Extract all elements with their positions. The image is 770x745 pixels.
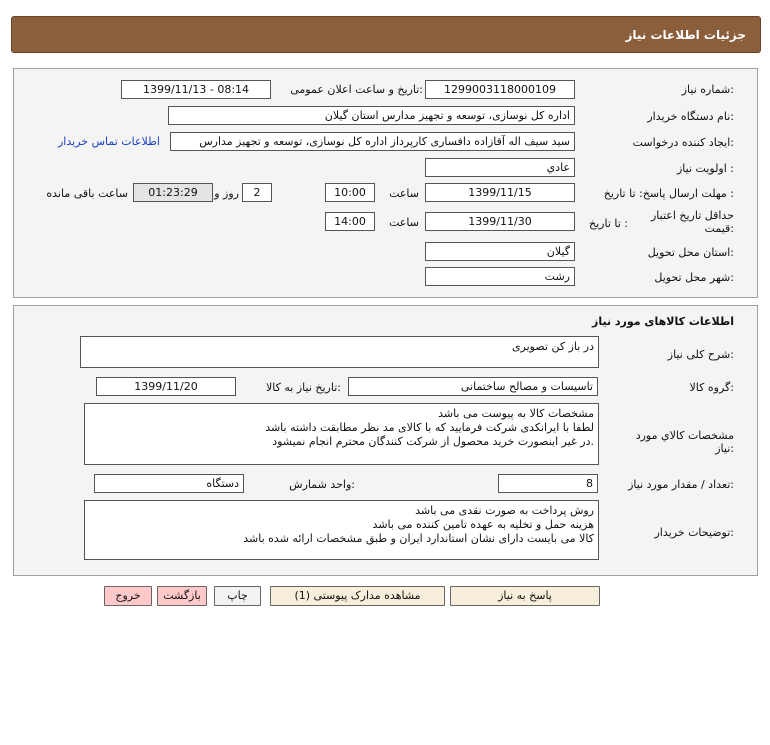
priority-label: اولویت نیاز : <box>676 162 734 175</box>
need-number-field: 1299003118000109 <box>425 80 575 99</box>
announce-date-label: تاریخ و ساعت اعلان عمومی: <box>290 83 423 96</box>
buyer-label: نام دستگاه خریدار: <box>647 110 734 123</box>
quantity-field: 8 <box>498 474 598 493</box>
days-label: روز و <box>214 187 239 200</box>
buyer-contact-link[interactable]: اطلاعات تماس خریدار <box>58 135 160 148</box>
goods-section-title: اطلاعات کالاهای مورد نیاز <box>592 315 734 328</box>
reply-button[interactable]: پاسخ به نیاز <box>450 586 600 606</box>
province-label: استان محل تحویل: <box>647 246 734 259</box>
deadline-label: مهلت ارسال پاسخ: تا تاریخ : <box>603 187 734 200</box>
need-number-label: شماره نیاز: <box>681 83 734 96</box>
validity-label: حداقل تاریخ اعتبار قیمت: <box>650 209 734 235</box>
attachments-button[interactable]: مشاهده مدارک پیوستی (1) <box>270 586 445 606</box>
province-field: گیلان <box>425 242 575 261</box>
print-button[interactable]: چاپ <box>214 586 261 606</box>
buyer-notes-field: روش پرداخت به صورت نقدی می باشد هزینه حمل و تخلیه به عهده تامین کننده می باشد کالا می بایست دارای نشان استاندارد ایران و طبق مشخصات ارائه شده باشد <box>84 500 599 560</box>
description-label: شرح کلی نیاز: <box>667 348 734 361</box>
announce-date-field: 1399/11/13 - 08:14 <box>121 80 271 99</box>
priority-field: عادي <box>425 158 575 177</box>
buyer-field: اداره کل نوسازی، توسعه و تجهیز مدارس استان گیلان <box>168 106 575 125</box>
creator-label: ایجاد کننده درخواست: <box>632 136 734 149</box>
specs-label: مشخصات کالاي مورد نياز: <box>635 429 734 455</box>
remaining-label: ساعت باقی مانده <box>46 187 128 200</box>
need-info-panel <box>13 68 758 298</box>
page-title: جزئیات اطلاعات نیاز <box>625 28 746 42</box>
city-field: رشت <box>425 267 575 286</box>
validity-to-label: تا تاریخ : <box>589 217 628 230</box>
specs-field: مشخصات کالا به پیوست می باشد لطفا با ایرانکدی شرکت فرمایید که با کالای مد نظر مطابقت داشته باشد در غیر اینصورت خرید محصول از شرکت کنندگان محترم انجام نمیشود. <box>84 403 599 465</box>
exit-button[interactable]: خروج <box>104 586 152 606</box>
goods-group-label: گروه کالا: <box>689 381 734 394</box>
days-remaining-field: 2 <box>242 183 272 202</box>
need-date-label: تاریخ نیاز به کالا: <box>266 381 341 394</box>
deadline-date-field: 1399/11/15 <box>425 183 575 202</box>
page-header <box>11 16 761 53</box>
city-label: شهر محل تحویل: <box>654 271 734 284</box>
validity-time-field: 14:00 <box>325 212 375 231</box>
quantity-label: تعداد / مقدار مورد نیاز: <box>628 478 734 491</box>
remaining-time-field: 01:23:29 <box>133 183 213 202</box>
buyer-notes-label: توضیحات خریدار: <box>654 526 734 539</box>
goods-group-field: تاسیسات و مصالح ساختمانی <box>348 377 598 396</box>
need-date-field: 1399/11/20 <box>96 377 236 396</box>
back-button[interactable]: بازگشت <box>157 586 207 606</box>
unit-field: دستگاه <box>94 474 244 493</box>
description-field: در باز کن تصویری <box>80 336 599 368</box>
deadline-time-label: ساعت <box>389 187 419 200</box>
creator-field: سید سیف اله آقازاده دافساری کارپرداز اداره کل نوسازی، توسعه و تجهیز مدارس <box>170 132 575 151</box>
validity-time-label: ساعت <box>389 216 419 229</box>
deadline-time-field: 10:00 <box>325 183 375 202</box>
validity-date-field: 1399/11/30 <box>425 212 575 231</box>
unit-label: واحد شمارش: <box>289 478 355 491</box>
